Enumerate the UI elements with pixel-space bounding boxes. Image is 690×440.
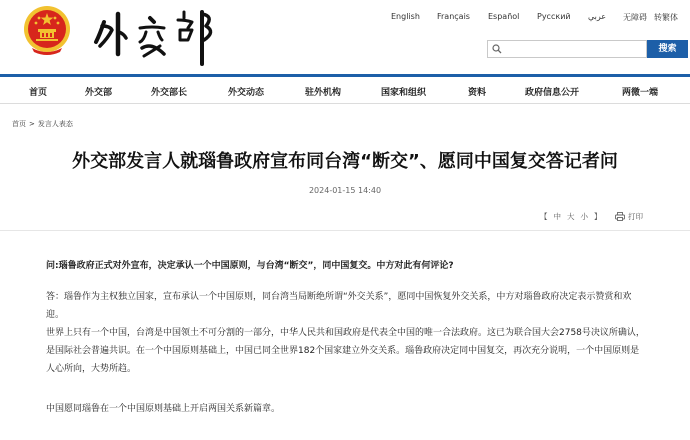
- divider: [0, 230, 690, 231]
- traditional-chinese-link[interactable]: 转繁体: [654, 13, 678, 22]
- search-box: [487, 40, 647, 58]
- nav-item-minister[interactable]: 外交部长: [151, 88, 188, 98]
- lang-arabic-link[interactable]: عربي: [588, 12, 607, 21]
- article-paragraph: 中国愿同瑙鲁在一个中国原则基础上开启两国关系新篇章。: [46, 404, 281, 414]
- search-input[interactable]: [506, 42, 644, 56]
- print-button[interactable]: [615, 211, 643, 222]
- breadcrumb-home-link[interactable]: 首页: [12, 120, 26, 128]
- search-icon: [492, 44, 502, 54]
- mfa-calligraphy-logo[interactable]: [92, 4, 222, 68]
- national-emblem-icon[interactable]: [22, 4, 72, 56]
- nav-item-activities[interactable]: 外交动态: [228, 88, 265, 98]
- lang-english-link[interactable]: English: [391, 12, 420, 21]
- article-date: 2024-01-15 14:40: [308, 186, 382, 195]
- font-size-large-button[interactable]: 大: [567, 212, 575, 221]
- language-links: [380, 12, 680, 26]
- article-question: 问:瑙鲁政府正式对外宣布，决定承认一个中国原则，与台湾“断交”，同中国复交。中方对此有何评论?: [46, 261, 454, 271]
- accessibility-link[interactable]: 无障碍: [623, 13, 647, 22]
- lang-french-link[interactable]: Français: [437, 12, 470, 21]
- bracket-open: 【: [540, 212, 548, 221]
- nav-item-countries[interactable]: 国家和组织: [381, 88, 427, 98]
- article-title: 外交部发言人就瑙鲁政府宣布同台湾“断交”、愿同中国复交答记者问: [72, 151, 618, 172]
- nav-item-gov-info[interactable]: 政府信息公开: [525, 88, 580, 98]
- article-paragraph: 世界上只有一个中国，台湾是中国领土不可分割的一部分，中华人民共和国政府是代表全中国的唯一合法政府。这已为联合国大会2758号决议所确认，是国际社会普遍共识。在一个中国原则基础上，中国已同全世界182个国家建立外交关系。瑙鲁政府决定同中国复交，再次充分说明，一个中国原则是人心所向，大势所趋。: [46, 328, 645, 374]
- nav-item-ministry[interactable]: 外交部: [85, 88, 113, 98]
- article-paragraph: 答：瑙鲁作为主权独立国家，宣布承认一个中国原则，同台湾当局断绝所谓“外交关系”，愿同中国恢复外交关系，中方对瑙鲁政府决定表示赞赏和欢迎。: [46, 292, 632, 320]
- font-size-controls: [537, 211, 605, 222]
- bracket-close: 】: [594, 212, 602, 221]
- nav-item-home[interactable]: 首页: [29, 88, 48, 98]
- nav-item-social[interactable]: 两微一端: [622, 88, 659, 98]
- font-size-small-button[interactable]: 小: [580, 212, 588, 221]
- printer-icon: [615, 212, 625, 221]
- lang-russian-link[interactable]: Русский: [537, 12, 571, 21]
- breadcrumb-separator: >: [29, 120, 35, 128]
- site-header: [0, 0, 690, 74]
- nav-item-missions[interactable]: 驻外机构: [305, 88, 342, 98]
- breadcrumb: [12, 119, 76, 129]
- main-nav: [0, 74, 690, 104]
- breadcrumb-spokesperson-link[interactable]: 发言人表态: [37, 120, 73, 128]
- search-button[interactable]: 搜索: [647, 40, 688, 58]
- lang-spanish-link[interactable]: Español: [488, 12, 520, 21]
- nav-item-materials[interactable]: 资料: [468, 88, 487, 98]
- print-label: 打印: [628, 212, 643, 221]
- font-size-medium-button[interactable]: 中: [553, 212, 561, 221]
